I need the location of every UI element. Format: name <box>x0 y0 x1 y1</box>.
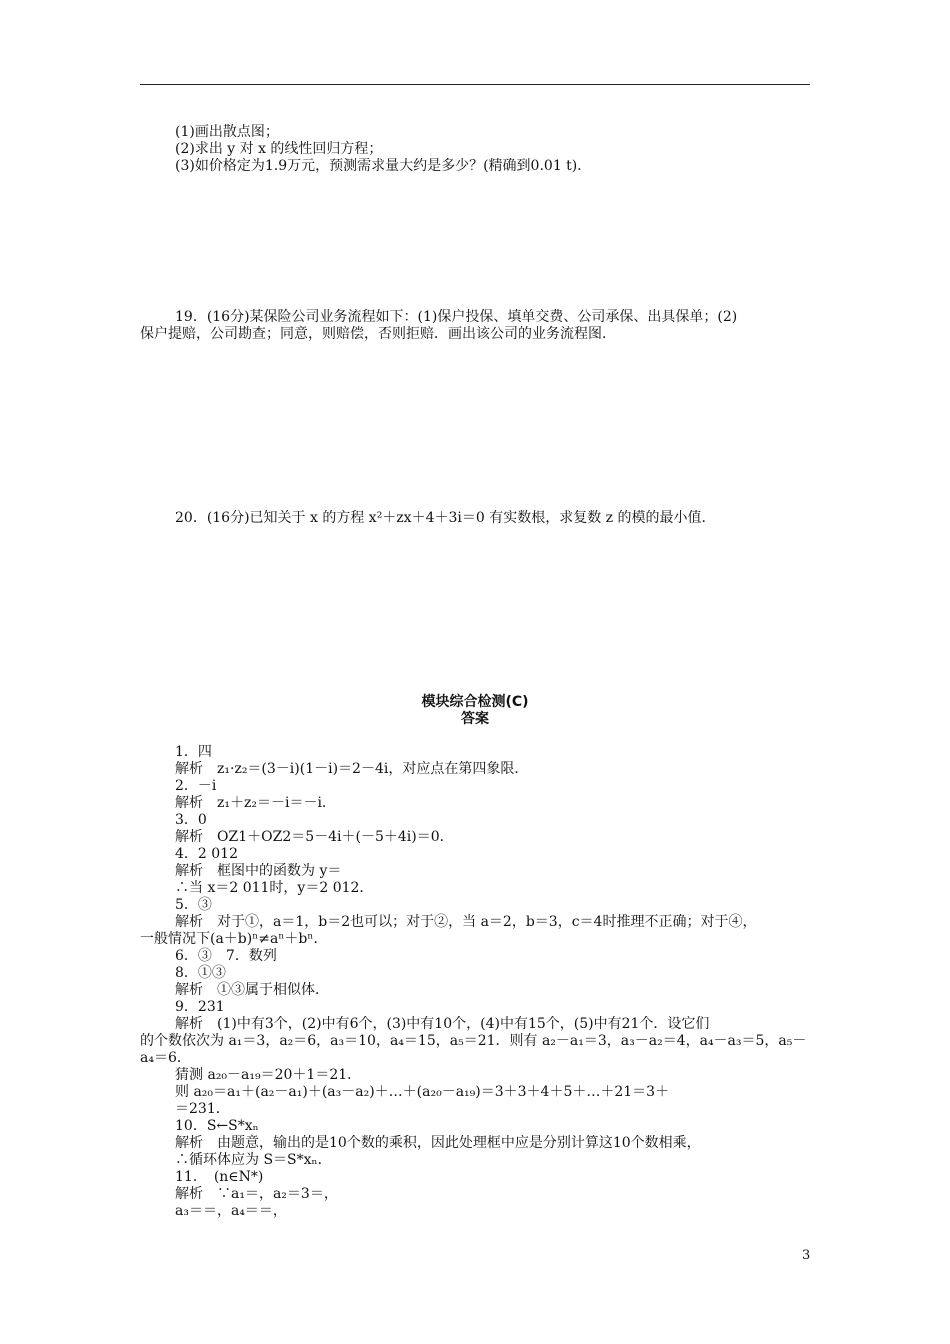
answer-line: 5．③ <box>175 897 212 913</box>
answer-line: a₄＝6． <box>140 1050 191 1066</box>
answer-line: ∴循环体应为 S＝S*xₙ． <box>175 1152 332 1168</box>
answer-line: 的个数依次为 a₁＝3，a₂＝6，a₃＝10，a₄＝15，a₅＝21．则有 a₂－a₁＝3，a₃－a₂＝4，a₄－a₃＝5，a₅－ <box>140 1033 807 1049</box>
q20-text: 20．(16分)已知关于 x 的方程 x²＋zx＋4＋3i＝0 有实数根，求复数 z 的模的最小值． <box>175 510 716 526</box>
answer-line: 6．③ 7．数列 <box>175 948 277 964</box>
answer-line: 1．四 <box>175 744 212 760</box>
answer-section-title: 模块综合检测(C) <box>421 694 529 710</box>
answer-line: 解析 z₁·z₂＝(3－i)(1－i)＝2－4i，对应点在第四象限． <box>175 761 529 777</box>
answer-line: ＝231． <box>175 1101 230 1117</box>
header-rule <box>140 84 810 85</box>
q19-line1: 19．(16分)某保险公司业务流程如下：(1)保户投保、填单交费、公司承保、出具保单；(2) <box>175 309 738 325</box>
answer-line: 解析 对于①，a＝1，b＝2也可以；对于②，当 a＝2，b＝3，c＝4时推理不正确；对于④， <box>175 914 757 930</box>
answer-line: 一般情况下(a＋b)ⁿ≠aⁿ＋bⁿ． <box>140 931 328 947</box>
q18-part2: (2)求出 y 对 x 的线性回归方程； <box>175 141 383 157</box>
q19-line2: 保户提赔，公司勘查；同意，则赔偿，否则拒赔．画出该公司的业务流程图． <box>140 326 616 342</box>
answer-line: 解析 ∵a₁＝，a₂＝3＝， <box>175 1186 338 1202</box>
page-number: 3 <box>802 1248 811 1263</box>
answer-line: 则 a₂₀＝a₁＋(a₂－a₁)＋(a₃－a₂)＋…＋(a₂₀－a₁₉)＝3＋3＋4＋5＋…＋21＝3＋ <box>175 1084 670 1100</box>
answer-section-subtitle: 答案 <box>461 711 489 727</box>
q18-part3: (3)如价格定为1.9万元，预测需求量大约是多少？(精确到0.01 t)． <box>175 158 592 174</box>
answer-line: ∴当 x＝2 011时，y＝2 012． <box>175 880 374 896</box>
answer-line: 解析 (1)中有3个，(2)中有6个，(3)中有10个，(4)中有15个，(5)中有21个．设它们 <box>175 1016 710 1032</box>
answer-line: 2．－i <box>175 778 217 794</box>
answer-line: 8．①③ <box>175 965 226 981</box>
answer-line: 9．231 <box>175 999 225 1015</box>
answer-line: 10．S←S*xₙ <box>175 1118 259 1134</box>
answer-line: 解析 由题意，输出的是10个数的乘积，因此处理框中应是分别计算这10个数相乘， <box>175 1135 701 1151</box>
answer-line: 3．0 <box>175 812 207 828</box>
answer-line: 解析 OZ1＋OZ2＝5－4i＋(－5＋4i)＝0． <box>175 829 454 845</box>
answer-line: 解析 框图中的函数为 y＝ <box>175 863 342 879</box>
answer-line: a₃＝＝，a₄＝＝， <box>175 1203 287 1219</box>
q18-part1: (1)画出散点图； <box>175 124 279 140</box>
answer-line: 11． (n∈N*) <box>175 1169 264 1185</box>
answer-line: 解析 ①③属于相似体． <box>175 982 329 998</box>
answer-line: 解析 z₁＋z₂＝－i＝－i． <box>175 795 336 811</box>
answer-line: 猜测 a₂₀－a₁₉＝20＋1＝21． <box>175 1067 362 1083</box>
answer-line: 4．2 012 <box>175 846 238 862</box>
